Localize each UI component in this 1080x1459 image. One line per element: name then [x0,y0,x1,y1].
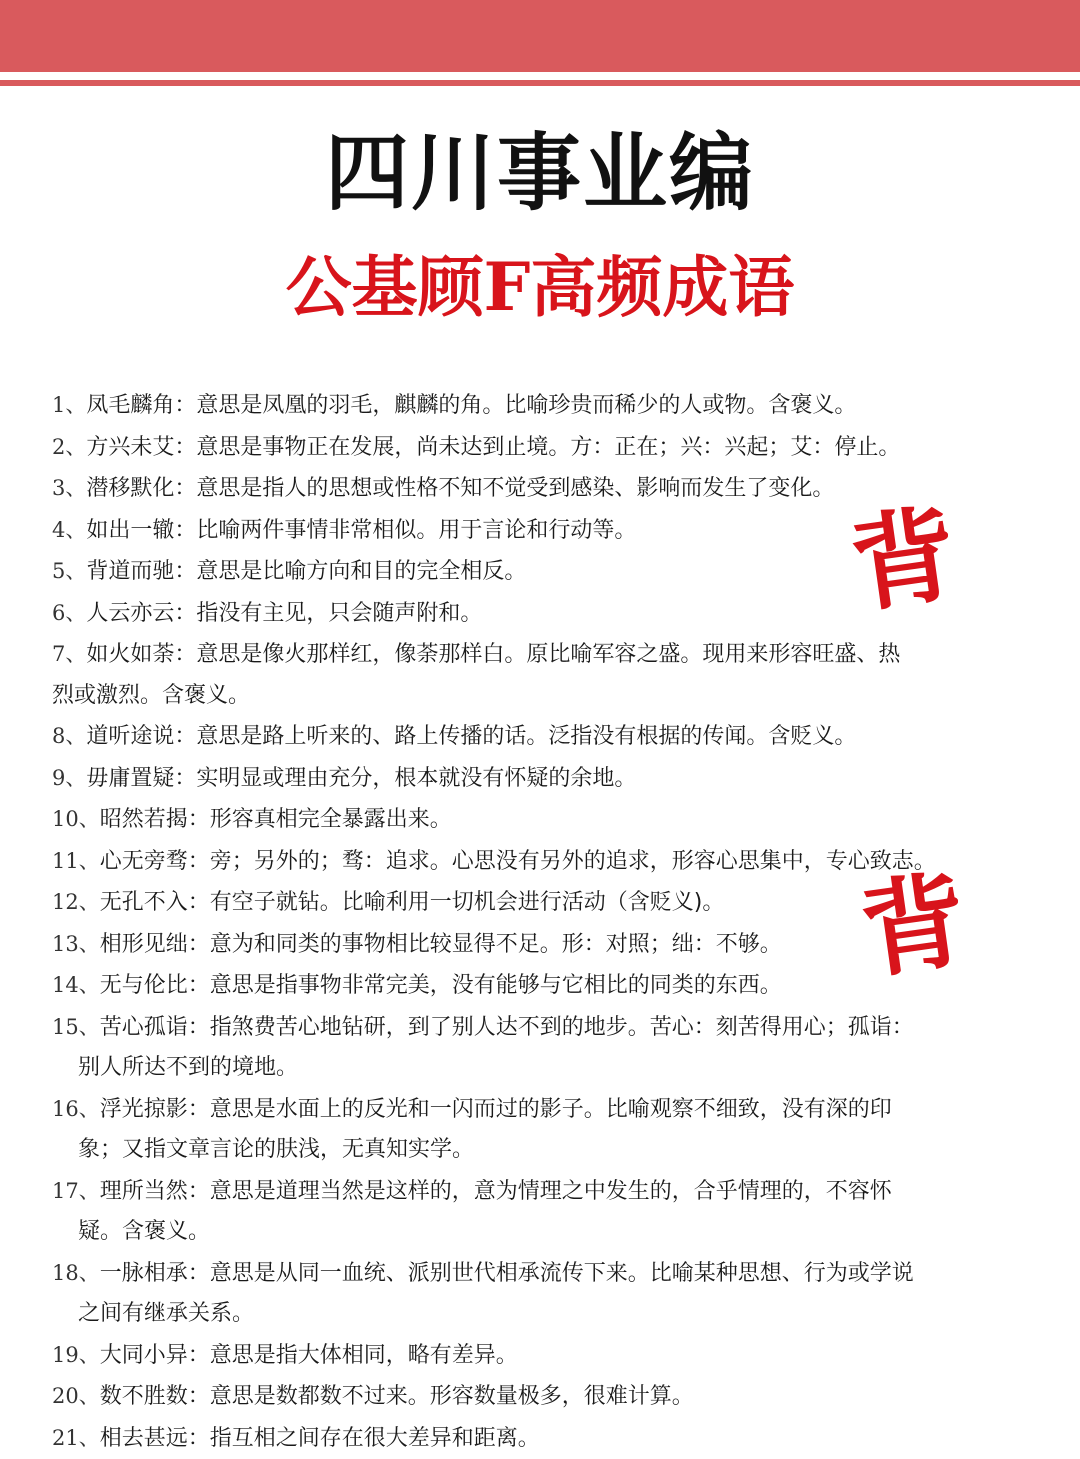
list-item [52,1007,1012,1089]
item-number: 4、 [52,518,86,542]
item-number: 9、 [52,766,86,790]
item-text: 大同小异：意思是指大体相同，略有差异。 [100,1343,518,1368]
list-item [52,1376,1012,1418]
list-item [52,799,1012,841]
list-item [52,634,1012,716]
item-text: 方兴未艾：意思是事物正在发展，尚未达到止境。方：正在；兴：兴起；艾：停止。 [86,435,900,460]
item-number: 15、 [52,1015,100,1039]
item-text-continued: 象；又指文章言论的肤浅，无真知实学。 [52,1130,1012,1171]
item-text: 人云亦云：指没有主见，只会随声附和。 [86,601,482,626]
item-text-continued: 别人所达不到的境地。 [52,1048,1012,1089]
item-text: 凤毛麟角：意思是凤凰的羽毛，麒麟的角。比喻珍贵而稀少的人或物。含褒义。 [86,393,856,418]
list-item [52,1335,1012,1377]
list-item [52,1171,1012,1253]
item-text: 毋庸置疑：实明显或理由充分，根本就没有怀疑的余地。 [86,766,636,791]
item-number: 11、 [52,849,100,873]
item-number: 16、 [52,1097,100,1121]
item-text: 无与伦比：意思是指事物非常完美，没有能够与它相比的同类的东西。 [100,973,782,998]
page-title: 四川事业编 [0,118,1080,228]
item-text: 相去甚远：指互相之间存在很大差异和距离。 [100,1426,540,1451]
item-number: 20、 [52,1384,100,1408]
item-text-continued: 之间有继承关系。 [52,1294,1012,1335]
item-text: 数不胜数：意思是数都数不过来。形容数量极多，很难计算。 [100,1384,694,1409]
item-number: 7、 [52,642,86,666]
item-text: 如火如荼：意思是像火那样红，像荼那样白。原比喻军容之盛。现用来形容旺盛、热 [86,642,900,667]
list-item [52,427,1012,469]
item-text: 潜移默化：意思是指人的思想或性格不知不觉受到感染、影响而发生了变化。 [86,476,834,501]
item-number: 8、 [52,724,86,748]
list-item [52,385,1012,427]
item-text: 一脉相承：意思是从同一血统、派别世代相承流传下来。比喻某种思想、行为或学说 [100,1261,914,1286]
item-text: 心无旁骛：旁；另外的；骛：追求。心思没有另外的追求，形容心思集中，专心致志。 [100,849,936,874]
item-number: 17、 [52,1179,100,1203]
item-number: 3、 [52,476,86,500]
item-text: 相形见绌：意为和同类的事物相比较显得不足。形：对照；绌：不够。 [100,932,782,957]
item-text: 浮光掠影：意思是水面上的反光和一闪而过的影子。比喻观察不细致，没有深的印 [100,1097,892,1122]
item-text: 昭然若揭：形容真相完全暴露出来。 [100,807,452,832]
item-text-continued: 疑。含褒义。 [52,1212,1012,1253]
page-subtitle: 公基顾F高频成语 [0,244,1080,330]
item-number: 14、 [52,973,100,997]
list-item [52,716,1012,758]
list-item [52,1418,1012,1459]
item-text: 背道而驰：意思是比喻方向和目的完全相反。 [86,559,526,584]
item-text: 如出一辙：比喻两件事情非常相似。用于言论和行动等。 [86,518,636,543]
list-item [52,1089,1012,1171]
list-item [52,758,1012,800]
item-text: 道听途说：意思是路上听来的、路上传播的话。泛指没有根据的传闻。含贬义。 [86,724,856,749]
memorize-stamp: 背 [844,493,964,626]
item-number: 18、 [52,1261,100,1285]
top-banner-band [0,0,1080,72]
item-text: 苦心孤诣：指煞费苦心地钻研，到了别人达不到的地步。苦心：刻苦得用心；孤诣： [100,1015,914,1040]
item-text: 无孔不入：有空子就钻。比喻利用一切机会进行活动（含贬义)。 [100,890,725,915]
item-text: 理所当然：意思是道理当然是这样的，意为情理之中发生的，合乎情理的，不容怀 [100,1179,892,1204]
item-number: 19、 [52,1343,100,1367]
item-number: 5、 [52,559,86,583]
top-divider-rule [0,80,1080,86]
item-number: 1、 [52,393,86,417]
item-number: 21、 [52,1426,100,1450]
item-number: 10、 [52,807,100,831]
list-item [52,1253,1012,1335]
item-number: 6、 [52,601,86,625]
item-number: 12、 [52,890,100,914]
item-number: 13、 [52,932,100,956]
memorize-stamp: 背 [854,859,974,992]
item-number: 2、 [52,435,86,459]
item-text-continued: 烈或激烈。含褒义。 [52,676,1012,717]
